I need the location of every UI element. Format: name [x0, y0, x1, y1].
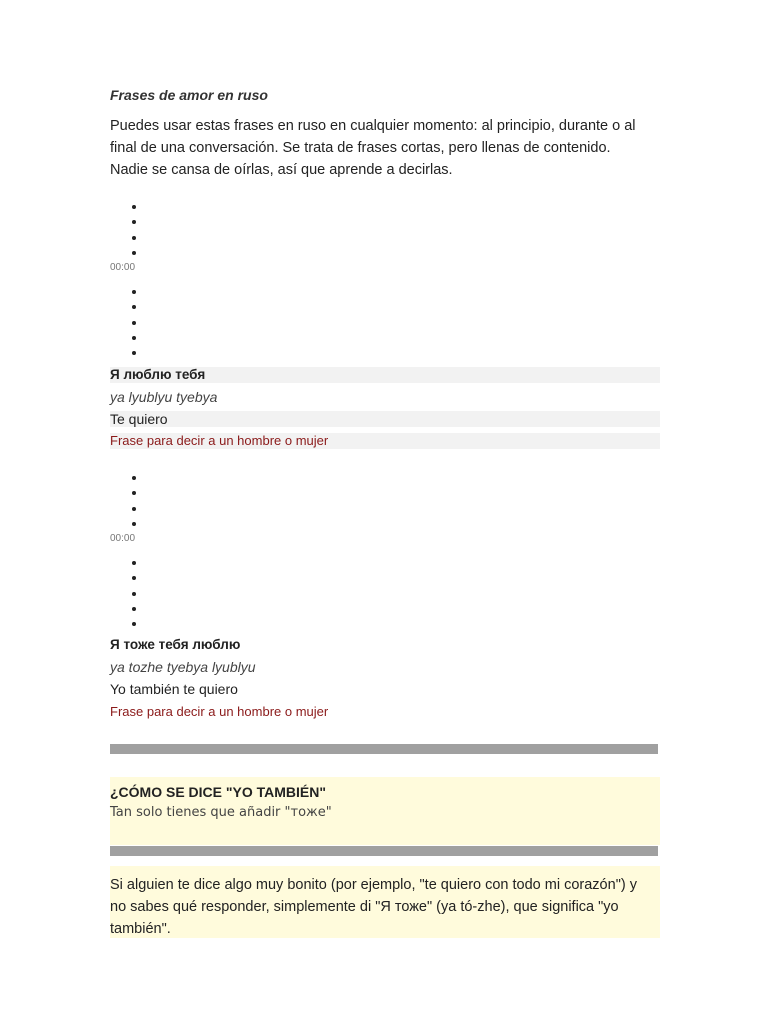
explanation-line: no sabes qué responder, simplemente di "Я тоже" (ya tó-zhe), que significa "yo: [110, 899, 619, 915]
phrase-spanish: Te quiero: [110, 411, 660, 427]
intro-line: final de una conversación. Se trata de frases cortas, pero llenas de contenido.: [110, 140, 611, 156]
tip-callout: [110, 777, 660, 845]
phrase-transliteration: ya lyublyu tyebya: [110, 389, 218, 405]
phrase-spanish: Yo también te quiero: [110, 681, 238, 697]
section-title: Frases de amor en ruso: [110, 87, 268, 103]
intro-line: Nadie se cansa de oírlas, así que aprende a decirlas.: [110, 162, 453, 178]
tip-heading: ¿CÓMO SE DICE "YO TAMBIÉN": [110, 784, 327, 800]
phrase-transliteration: ya tozhe tyebya lyublyu: [110, 659, 256, 675]
section-divider: [110, 744, 658, 754]
explanation-paragraph: [110, 874, 660, 940]
phrase-note: Frase para decir a un hombre o mujer: [110, 704, 329, 719]
intro-paragraph: [110, 115, 660, 181]
phrase-note: Frase para decir a un hombre o mujer: [110, 433, 660, 449]
audio-time: 00:00: [110, 262, 136, 273]
explanation-line: Si alguien te dice algo muy bonito (por ejemplo, "te quiero con todo mi corazón") y: [110, 877, 637, 893]
section-divider: [110, 846, 658, 856]
explanation-box: [110, 866, 660, 938]
audio-time: 00:00: [110, 533, 136, 544]
tip-subtext: Tan solo tienes que añadir "тоже": [110, 805, 332, 820]
explanation-line: también".: [110, 921, 171, 937]
phrase-russian: Я люблю тебя: [110, 367, 660, 383]
intro-line: Puedes usar estas frases en ruso en cualquier momento: al principio, durante o al: [110, 118, 636, 134]
phrase-russian: Я тоже тебя люблю: [110, 637, 241, 652]
